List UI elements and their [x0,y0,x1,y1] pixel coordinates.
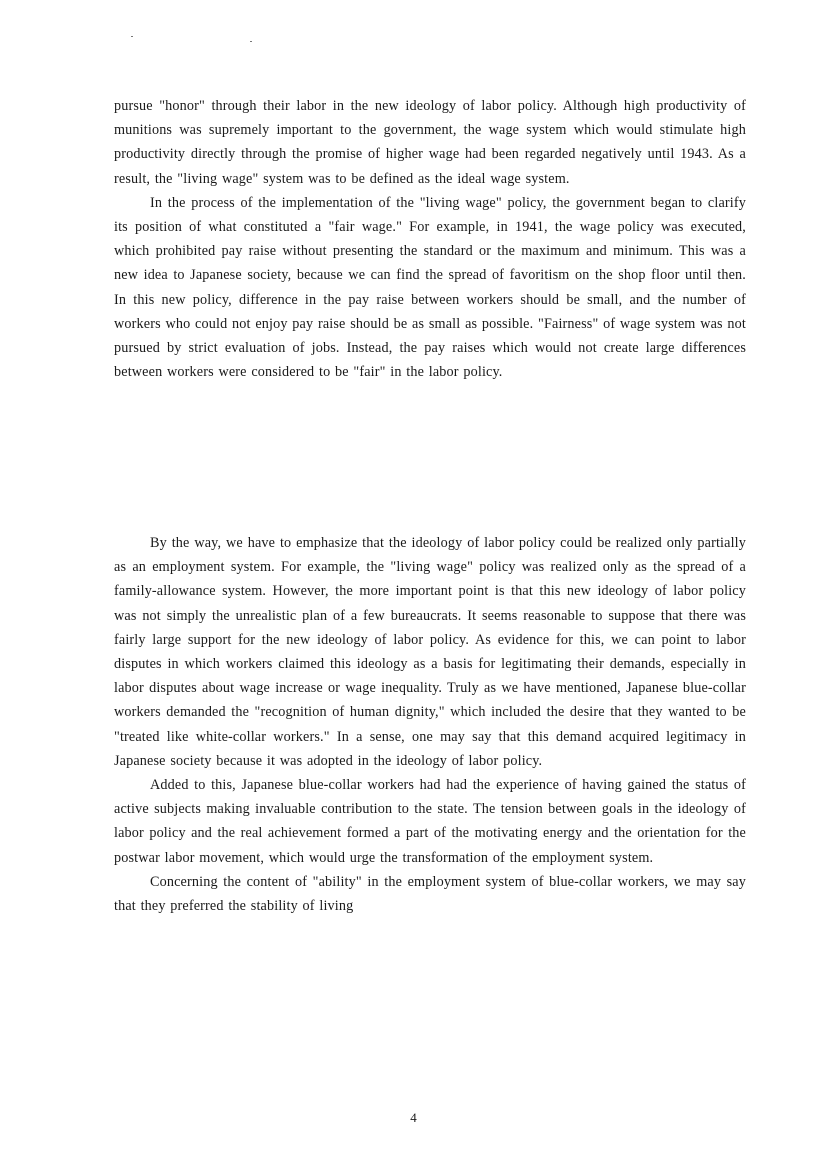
page-number: 4 [410,1110,417,1125]
body-section-1 [114,94,746,384]
body-paragraph: By the way, we have to emphasize that the ideology of labor policy could be realized only partially as an employment system. For example, the "living wage" policy was realized only as the spread of a family-allowance system. However, the more important point is that this new ideology of labor policy was not simply the unrealistic plan of a few bureaucrats. It seems reasonable to suppose that there was fairly large support for the new ideology of labor policy. As evidence for this, we can point to labor disputes in which workers claimed this ideology as a basis for legitimating their demands, especially in labor disputes about wage increase or wage inequality. Truly as we have mentioned, Japanese blue-collar workers demanded the "recognition of human dignity," which included the desire that they wanted to be "treated like white-collar workers." In a sense, one may say that this demand acquired legitimacy in Japanese society because it was adopted in the ideology of labor policy. [114,535,746,769]
body-paragraph: Added to this, Japanese blue-collar workers had had the experience of having gained the status of active subjects making invaluable contribution to the state. The tension between goals in the ideology of labor policy and the real achievement formed a part of the motivating energy and the orientation for the postwar labor movement, which would urge the transformation of the employment system. [114,777,746,866]
body-paragraph: pursue "honor" through their labor in the new ideology of labor policy. Although high productivity of munitions was supremely important to the government, the wage system which would stimulate high productivity directly through the promise of higher wage had been regarded negatively until 1943. As a result, the "living wage" system was to be defined as the ideal wage system. [114,98,746,187]
body-paragraph: Concerning the content of "ability" in the employment system of blue-collar workers, we may say that they preferred the stability of living [114,873,746,915]
scan-speck [250,41,252,42]
body-paragraph: In the process of the implementation of the "living wage" policy, the government began to clarify its position of what constituted a "fair wage." For example, in 1941, the wage policy was executed, which prohibited pay raise without presenting the standard or the maximum and minimum. This was a new idea to Japanese society, because we can find the spread of favoritism on the shop floor until then. In this new policy, difference in the pay raise between workers should be small, and the number of workers who could not enjoy pay raise should be as small as possible. "Fairness" of wage system was not pursued by strict evaluation of jobs. Instead, the pay raises which would not create large differences between workers were considered to be "fair" in the labor policy. [114,194,746,381]
scan-speck [131,36,133,37]
body-section-2 [114,531,746,918]
